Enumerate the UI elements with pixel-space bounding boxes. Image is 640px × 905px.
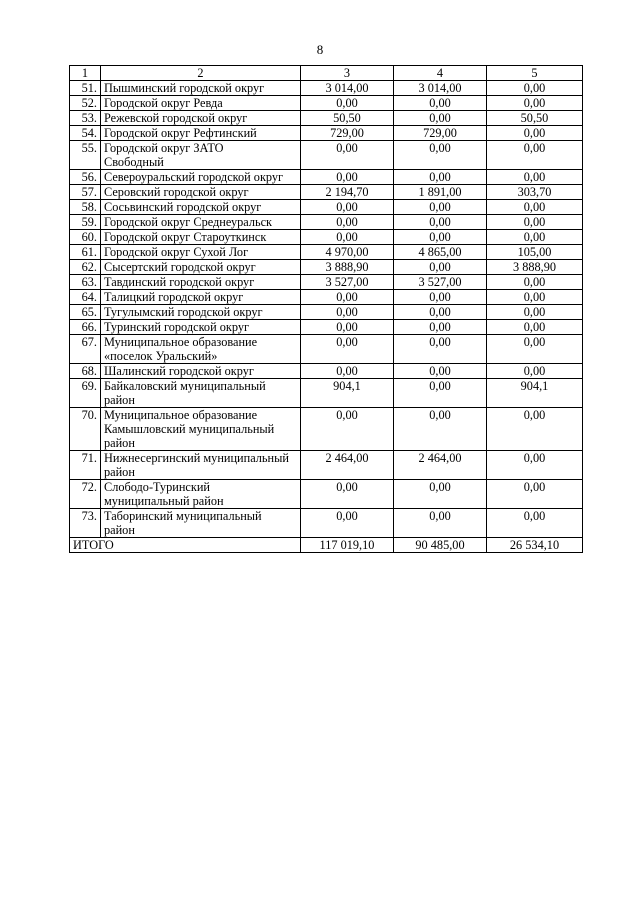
row-value-col3: 3 527,00 bbox=[301, 275, 394, 290]
row-value-col3: 0,00 bbox=[301, 320, 394, 335]
row-name-line: муниципальный район bbox=[104, 494, 224, 508]
row-value-col5: 303,70 bbox=[487, 185, 583, 200]
row-number: 66. bbox=[70, 320, 101, 335]
header-cell-5: 5 bbox=[487, 66, 583, 81]
row-value-col4: 0,00 bbox=[394, 305, 487, 320]
row-name bbox=[101, 335, 301, 364]
row-value-col5: 3 888,90 bbox=[487, 260, 583, 275]
row-name-line: район bbox=[104, 393, 135, 407]
row-name-line: Пышминский городской округ bbox=[104, 81, 265, 95]
row-number: 53. bbox=[70, 111, 101, 126]
row-value-col3: 904,1 bbox=[301, 379, 394, 408]
row-value-col5: 0,00 bbox=[487, 290, 583, 305]
row-name bbox=[101, 451, 301, 480]
row-number: 72. bbox=[70, 480, 101, 509]
row-value-col4: 0,00 bbox=[394, 215, 487, 230]
row-value-col3: 0,00 bbox=[301, 200, 394, 215]
row-value-col3: 0,00 bbox=[301, 290, 394, 305]
row-number: 63. bbox=[70, 275, 101, 290]
row-value-col4: 0,00 bbox=[394, 379, 487, 408]
row-number: 73. bbox=[70, 509, 101, 538]
row-value-col5: 0,00 bbox=[487, 275, 583, 290]
row-value-col4: 0,00 bbox=[394, 480, 487, 509]
row-number: 70. bbox=[70, 408, 101, 451]
row-value-col5: 0,00 bbox=[487, 320, 583, 335]
total-value-col4: 90 485,00 bbox=[394, 538, 487, 553]
row-value-col3: 3 888,90 bbox=[301, 260, 394, 275]
row-name bbox=[101, 408, 301, 451]
row-value-col5: 0,00 bbox=[487, 335, 583, 364]
row-value-col3: 0,00 bbox=[301, 509, 394, 538]
table-row bbox=[70, 215, 583, 230]
row-name-line: Талицкий городской округ bbox=[104, 290, 244, 304]
row-name-line: Камышловский муниципальный bbox=[104, 422, 275, 436]
row-name-line: Тавдинский городской округ bbox=[104, 275, 255, 289]
table-row bbox=[70, 335, 583, 364]
row-value-col3: 4 970,00 bbox=[301, 245, 394, 260]
row-number: 65. bbox=[70, 305, 101, 320]
header-cell-4: 4 bbox=[394, 66, 487, 81]
table-row bbox=[70, 305, 583, 320]
row-name bbox=[101, 480, 301, 509]
row-number: 69. bbox=[70, 379, 101, 408]
row-value-col4: 0,00 bbox=[394, 141, 487, 170]
row-name bbox=[101, 215, 301, 230]
row-name bbox=[101, 185, 301, 200]
row-name-line: Туринский городской округ bbox=[104, 320, 250, 334]
row-name-line: район bbox=[104, 436, 135, 450]
row-name-line: Слободо-Туринский bbox=[104, 480, 210, 494]
row-value-col5: 0,00 bbox=[487, 509, 583, 538]
row-name bbox=[101, 81, 301, 96]
row-name-line: Режевской городской округ bbox=[104, 111, 248, 125]
row-value-col3: 0,00 bbox=[301, 230, 394, 245]
row-value-col5: 0,00 bbox=[487, 480, 583, 509]
total-row bbox=[70, 538, 583, 553]
row-value-col4: 1 891,00 bbox=[394, 185, 487, 200]
row-value-col3: 0,00 bbox=[301, 141, 394, 170]
row-number: 60. bbox=[70, 230, 101, 245]
row-value-col4: 0,00 bbox=[394, 509, 487, 538]
total-value-col3: 117 019,10 bbox=[301, 538, 394, 553]
total-value-col5: 26 534,10 bbox=[487, 538, 583, 553]
table-row bbox=[70, 141, 583, 170]
row-value-col3: 2 194,70 bbox=[301, 185, 394, 200]
table-row bbox=[70, 126, 583, 141]
row-value-col4: 4 865,00 bbox=[394, 245, 487, 260]
row-value-col3: 0,00 bbox=[301, 96, 394, 111]
row-value-col4: 2 464,00 bbox=[394, 451, 487, 480]
row-number: 61. bbox=[70, 245, 101, 260]
row-value-col5: 0,00 bbox=[487, 96, 583, 111]
table-row bbox=[70, 245, 583, 260]
row-name bbox=[101, 200, 301, 215]
page-number: 8 bbox=[316, 42, 324, 57]
row-value-col3: 0,00 bbox=[301, 335, 394, 364]
row-number: 67. bbox=[70, 335, 101, 364]
row-name bbox=[101, 111, 301, 126]
row-name-line: Серовский городской округ bbox=[104, 185, 249, 199]
total-label: ИТОГО bbox=[70, 538, 301, 553]
table-row bbox=[70, 509, 583, 538]
row-name bbox=[101, 364, 301, 379]
row-value-col4: 0,00 bbox=[394, 320, 487, 335]
row-name-line: Североуральский городской округ bbox=[104, 170, 284, 184]
row-value-col4: 0,00 bbox=[394, 335, 487, 364]
table-row bbox=[70, 260, 583, 275]
row-name-line: «поселок Уральский» bbox=[104, 349, 218, 363]
row-value-col5: 0,00 bbox=[487, 126, 583, 141]
table-row bbox=[70, 200, 583, 215]
row-name bbox=[101, 379, 301, 408]
row-value-col5: 0,00 bbox=[487, 141, 583, 170]
row-name bbox=[101, 230, 301, 245]
row-number: 71. bbox=[70, 451, 101, 480]
row-value-col4: 0,00 bbox=[394, 111, 487, 126]
row-value-col3: 2 464,00 bbox=[301, 451, 394, 480]
row-number: 56. bbox=[70, 170, 101, 185]
row-value-col5: 0,00 bbox=[487, 451, 583, 480]
row-value-col5: 0,00 bbox=[487, 230, 583, 245]
row-value-col4: 0,00 bbox=[394, 230, 487, 245]
row-value-col3: 0,00 bbox=[301, 408, 394, 451]
table-row bbox=[70, 408, 583, 451]
row-name bbox=[101, 245, 301, 260]
row-number: 54. bbox=[70, 126, 101, 141]
row-name-line: Сысертский городской округ bbox=[104, 260, 256, 274]
row-value-col3: 0,00 bbox=[301, 170, 394, 185]
row-value-col3: 0,00 bbox=[301, 364, 394, 379]
budget-table bbox=[69, 65, 583, 553]
row-name bbox=[101, 126, 301, 141]
table-row bbox=[70, 480, 583, 509]
header-cell-1: 1 bbox=[70, 66, 101, 81]
row-name-line: Городской округ Сухой Лог bbox=[104, 245, 249, 259]
row-value-col5: 904,1 bbox=[487, 379, 583, 408]
row-value-col4: 0,00 bbox=[394, 290, 487, 305]
row-name-line: Байкаловский муниципальный bbox=[104, 379, 266, 393]
row-name-line: Муниципальное образование bbox=[104, 335, 258, 349]
table-row bbox=[70, 96, 583, 111]
row-name bbox=[101, 290, 301, 305]
table-row bbox=[70, 364, 583, 379]
row-value-col4: 0,00 bbox=[394, 408, 487, 451]
row-value-col4: 0,00 bbox=[394, 96, 487, 111]
table-row bbox=[70, 451, 583, 480]
row-name-line: Городской округ ЗАТО bbox=[104, 141, 224, 155]
row-name bbox=[101, 509, 301, 538]
row-name-line: Таборинский муниципальный bbox=[104, 509, 262, 523]
row-name-line: Свободный bbox=[104, 155, 164, 169]
table-row bbox=[70, 111, 583, 126]
row-value-col3: 729,00 bbox=[301, 126, 394, 141]
row-value-col3: 0,00 bbox=[301, 480, 394, 509]
row-value-col3: 0,00 bbox=[301, 305, 394, 320]
row-name-line: Городской округ Староуткинск bbox=[104, 230, 267, 244]
row-value-col4: 0,00 bbox=[394, 170, 487, 185]
row-value-col5: 0,00 bbox=[487, 408, 583, 451]
row-value-col5: 105,00 bbox=[487, 245, 583, 260]
row-value-col5: 0,00 bbox=[487, 364, 583, 379]
row-value-col4: 3 527,00 bbox=[394, 275, 487, 290]
row-number: 52. bbox=[70, 96, 101, 111]
row-value-col5: 0,00 bbox=[487, 81, 583, 96]
row-value-col3: 3 014,00 bbox=[301, 81, 394, 96]
row-name-line: район bbox=[104, 465, 135, 479]
row-value-col4: 0,00 bbox=[394, 260, 487, 275]
row-number: 62. bbox=[70, 260, 101, 275]
row-number: 59. bbox=[70, 215, 101, 230]
table-row bbox=[70, 320, 583, 335]
row-name-line: Шалинский городской округ bbox=[104, 364, 254, 378]
table-row bbox=[70, 275, 583, 290]
row-name-line: Нижнесергинский муниципальный bbox=[104, 451, 289, 465]
table-row bbox=[70, 379, 583, 408]
header-cell-2: 2 bbox=[101, 66, 301, 81]
header-cell-3: 3 bbox=[301, 66, 394, 81]
row-value-col4: 0,00 bbox=[394, 364, 487, 379]
table-row bbox=[70, 185, 583, 200]
row-name bbox=[101, 260, 301, 275]
row-number: 57. bbox=[70, 185, 101, 200]
row-number: 64. bbox=[70, 290, 101, 305]
row-value-col5: 0,00 bbox=[487, 170, 583, 185]
row-value-col3: 50,50 bbox=[301, 111, 394, 126]
row-name-line: Городской округ Среднеуральск bbox=[104, 215, 273, 229]
row-value-col4: 3 014,00 bbox=[394, 81, 487, 96]
row-name-line: Городской округ Ревда bbox=[104, 96, 223, 110]
row-value-col5: 0,00 bbox=[487, 305, 583, 320]
row-name bbox=[101, 305, 301, 320]
row-name bbox=[101, 141, 301, 170]
row-value-col5: 50,50 bbox=[487, 111, 583, 126]
row-number: 58. bbox=[70, 200, 101, 215]
table-header-row bbox=[70, 66, 583, 81]
row-value-col4: 729,00 bbox=[394, 126, 487, 141]
table-row bbox=[70, 290, 583, 305]
row-name bbox=[101, 320, 301, 335]
row-name-line: Сосьвинский городской округ bbox=[104, 200, 262, 214]
table-row bbox=[70, 230, 583, 245]
row-name bbox=[101, 275, 301, 290]
row-number: 68. bbox=[70, 364, 101, 379]
row-name-line: Городской округ Рефтинский bbox=[104, 126, 257, 140]
table-row bbox=[70, 170, 583, 185]
row-name-line: Тугулымский городской округ bbox=[104, 305, 263, 319]
row-name-line: Муниципальное образование bbox=[104, 408, 258, 422]
row-name bbox=[101, 170, 301, 185]
row-name-line: район bbox=[104, 523, 135, 537]
row-number: 55. bbox=[70, 141, 101, 170]
row-value-col5: 0,00 bbox=[487, 200, 583, 215]
row-value-col5: 0,00 bbox=[487, 215, 583, 230]
row-name bbox=[101, 96, 301, 111]
row-value-col3: 0,00 bbox=[301, 215, 394, 230]
row-number: 51. bbox=[70, 81, 101, 96]
table-row bbox=[70, 81, 583, 96]
row-value-col4: 0,00 bbox=[394, 200, 487, 215]
